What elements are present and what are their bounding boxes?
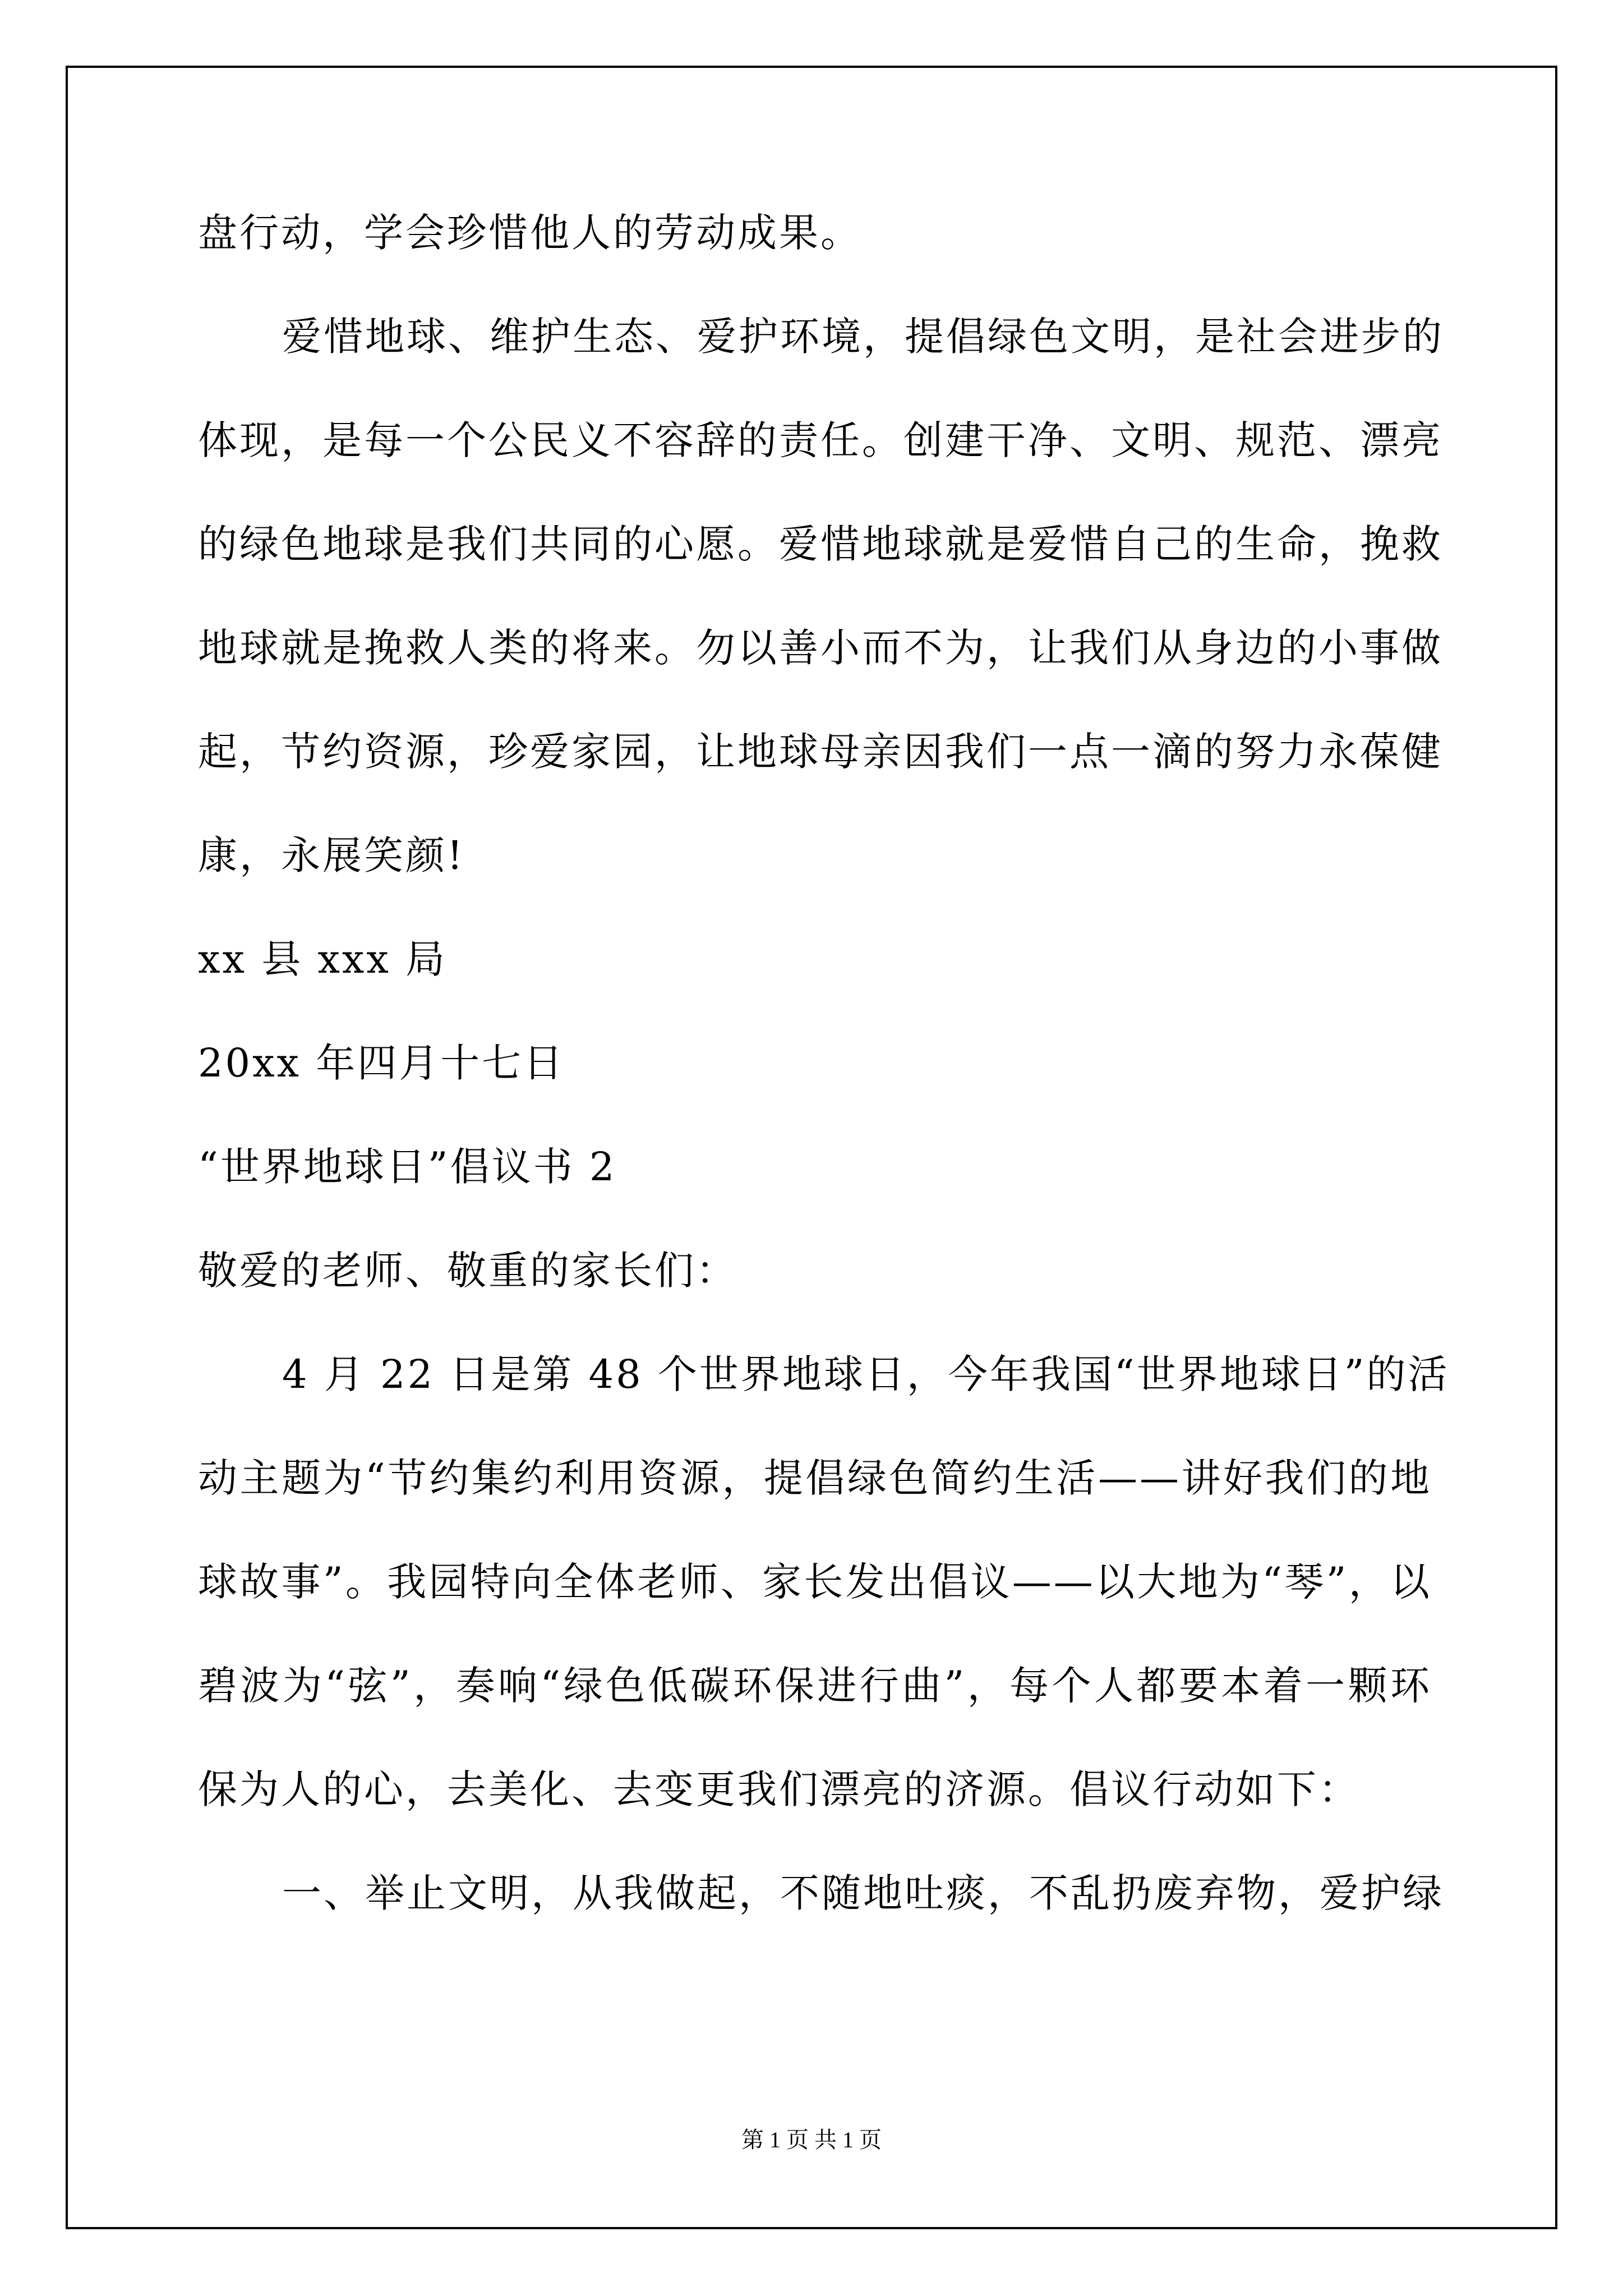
text-line: 的绿色地球是我们共同的心愿。爱惜地球就是爱惜自己的生命，挽救 <box>198 521 1443 567</box>
text-line: 地球就是挽救人类的将来。勿以善小而不为，让我们从身边的小事做 <box>198 625 1443 671</box>
section-title: “世界地球日”倡议书 2 <box>198 1144 617 1190</box>
text-line: 体现，是每一个公民义不容辞的责任。创建干净、文明、规范、漂亮 <box>198 417 1443 463</box>
page-footer: 第 1 页 共 1 页 <box>741 2127 882 2152</box>
text-line: 碧波为“弦”，奏响“绿色低碳环保进行曲”，每个人都要本着一颗环 <box>198 1663 1432 1709</box>
text-line: 康，永展笑颜! <box>198 832 465 878</box>
paragraph-first-line: 4 月 22 日是第 48 个世界地球日，今年我国“世界地球日”的活 <box>282 1351 1450 1397</box>
salutation: 敬爱的老师、敬重的家长们： <box>198 1248 737 1294</box>
text-line: 球故事”。我园特向全体老师、家长发出倡议——以大地为“琴”，以 <box>198 1559 1432 1605</box>
paragraph-first-line: 一、举止文明，从我做起，不随地吐痰，不乱扔废弃物，爱护绿 <box>282 1870 1444 1916</box>
text-line: 起，节约资源，珍爱家园，让地球母亲因我们一点一滴的努力永葆健 <box>198 729 1443 775</box>
paragraph-first-line: 爱惜地球、维护生态、爱护环境，提倡绿色文明，是社会进步的 <box>282 314 1444 360</box>
signature-date: 20xx 年四月十七日 <box>198 1040 565 1086</box>
text-line: 保为人的心，去美化、去变更我们漂亮的济源。倡议行动如下： <box>198 1766 1360 1812</box>
text-line: 盘行动，学会珍惜他人的劳动成果。 <box>198 210 862 256</box>
text-line: 动主题为“节约集约利用资源，提倡绿色简约生活——讲好我们的地 <box>198 1455 1432 1501</box>
signature-organization: xx 县 xxx 局 <box>198 936 448 982</box>
